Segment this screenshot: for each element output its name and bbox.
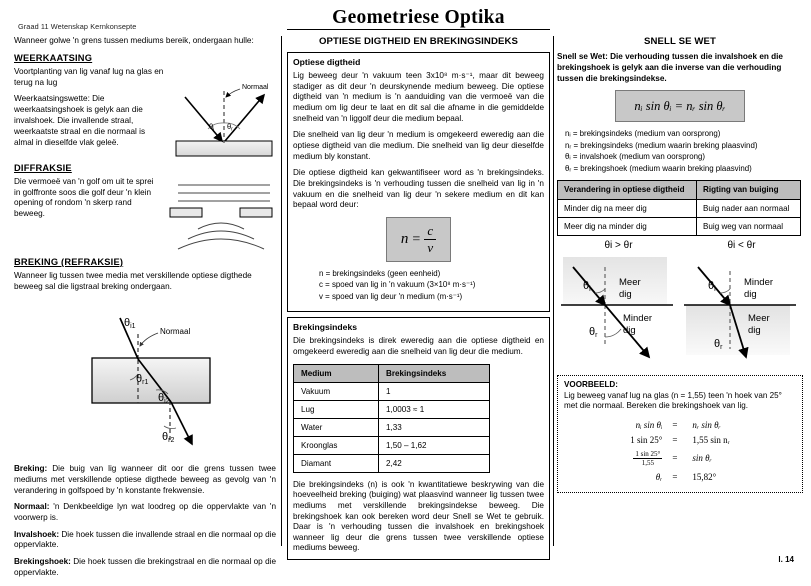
table-header-row bbox=[294, 364, 490, 382]
refraction-para-1: Wanneer lig tussen twee media met verskillende optiese digthede beweeg sal die ligstraal breking ondergaan. bbox=[14, 270, 252, 291]
refractive-index-heading: Brekingsindeks bbox=[293, 322, 357, 333]
formula-text: nᵢ sin θᵢ = nᵣ sin θᵣ bbox=[634, 99, 726, 114]
optical-density-para-3: Die optiese digtheid kan gekwantifiseer word as 'n brekingsindeks. Die brekingsindeks is 'n verhouding tussen die snelheid van lig in 'n vakuum en die snelheid van lig deur 'n sekere medium en dit kan bepaal word deur: bbox=[293, 168, 544, 210]
formula-lhs: n bbox=[400, 231, 409, 248]
cell-density-change: Meer dig na minder dig bbox=[558, 218, 697, 236]
svg-text:Normaal: Normaal bbox=[160, 327, 191, 337]
variable-item: nᵢ = brekingsindeks (medium van oorsprong) bbox=[565, 129, 721, 139]
table-row bbox=[294, 400, 490, 418]
table-row bbox=[294, 436, 490, 454]
variable-item: nᵣ = brekingsindeks (medium waarin breking plaasvind) bbox=[565, 140, 758, 150]
right-column bbox=[557, 36, 803, 493]
cell-medium: Kroonglas bbox=[294, 436, 379, 454]
variable-item: θᵣ = brekingshoek (medium waarin breking plaasvind) bbox=[565, 163, 752, 173]
definition-text: Die hoek tussen die invallende straal en die normaal op die oppervlakte. bbox=[14, 529, 276, 550]
column-header-density-change: Verandering in optiese digtheid bbox=[558, 181, 697, 200]
diagram-less-dense-medium bbox=[684, 240, 800, 369]
formula-equals: = bbox=[412, 232, 421, 248]
bending-direction-table bbox=[557, 180, 801, 236]
definition-term: Brekingshoek: bbox=[14, 557, 71, 567]
svg-text:θr2: θr2 bbox=[162, 431, 175, 445]
definition-term: Invalshoek: bbox=[14, 529, 60, 539]
svg-text:θi2: θi2 bbox=[158, 392, 170, 406]
reflection-diagram bbox=[168, 67, 276, 159]
formula-denominator: v bbox=[427, 239, 434, 255]
snells-variable-list bbox=[565, 128, 803, 174]
step-lhs-fraction bbox=[625, 448, 667, 470]
refraction-definitions bbox=[14, 464, 276, 578]
snells-law-statement: Snell se Wet: Die verhouding tussen die invalshoek en die brekingshoek is gelyk aan die inverse van die verhouding tussen die brekingsindekse. bbox=[557, 52, 783, 83]
angle-label-incident: $\theta_i$ bbox=[209, 121, 215, 133]
definition-term: Normaal: bbox=[14, 502, 50, 512]
formula-box bbox=[386, 217, 451, 262]
reflection-para-1: Voortplanting van lig vanaf lug na glas en terug na lug bbox=[14, 66, 164, 87]
variable-item: v = spoed van lig deur 'n medium (m·s⁻¹) bbox=[319, 291, 463, 301]
step-lhs: θᵣ bbox=[655, 471, 663, 482]
section-heading-refraction: BREKING (REFRAKSIE) bbox=[14, 256, 124, 267]
fraction-numerator: 1 sin 25° bbox=[635, 449, 661, 458]
formula-box bbox=[615, 90, 744, 122]
angle-label-refracted: θr bbox=[713, 338, 722, 352]
middle-subheading: OPTIESE DIGTHEID EN BREKINGSINDEKS bbox=[318, 36, 519, 47]
table-row bbox=[558, 218, 801, 236]
step-equals: = bbox=[672, 435, 678, 446]
cell-medium: Water bbox=[294, 418, 379, 436]
definition-term: Breking: bbox=[14, 464, 48, 474]
cell-medium: Diamant bbox=[294, 454, 379, 472]
table-header-row bbox=[558, 181, 801, 200]
column-divider-right bbox=[553, 36, 554, 546]
step-lhs: nᵢ sin θᵢ bbox=[635, 420, 663, 431]
definition-item bbox=[14, 464, 276, 496]
diagram-caption: θi > θr bbox=[604, 240, 633, 252]
math-step bbox=[625, 434, 735, 449]
svg-text:dig: dig bbox=[618, 289, 632, 301]
optical-density-para-2: Die snelheid van lig deur 'n medium is omgekeerd eweredig aan die optiese digtheid van die medium. Die snelheid van lig deur dieselfde medium bly konstant. bbox=[293, 130, 544, 161]
definition-text: Die hoek tussen die brekingstraal en die normaal op die oppervlakte. bbox=[14, 557, 276, 577]
cell-medium: Lug bbox=[294, 400, 379, 418]
table-row bbox=[294, 454, 490, 472]
svg-text:θr1: θr1 bbox=[136, 373, 149, 387]
table-row bbox=[294, 418, 490, 436]
variable-item: n = brekingsindeks (geen eenheid) bbox=[319, 268, 441, 278]
example-problem: Lig beweeg vanaf lug na glas (n = 1,55) teen 'n hoek van 25° met die normaal. Bereken die brekingshoek van lig. bbox=[564, 390, 782, 411]
optical-density-heading: Optiese digtheid bbox=[293, 57, 361, 67]
cell-index: 1 bbox=[379, 382, 490, 400]
svg-text:dig: dig bbox=[747, 325, 761, 337]
svg-text:θi1: θi1 bbox=[124, 317, 136, 331]
step-rhs: sin θᵣ bbox=[692, 453, 712, 464]
page-title bbox=[287, 8, 550, 30]
table-row bbox=[294, 382, 490, 400]
svg-text:Normaal: Normaal bbox=[242, 83, 269, 91]
refraction-diagram bbox=[14, 298, 276, 458]
math-step bbox=[625, 448, 735, 470]
page-footer: l. 14 bbox=[778, 555, 794, 564]
math-step bbox=[625, 470, 735, 485]
svg-text:dig: dig bbox=[622, 325, 636, 337]
worked-example-box bbox=[557, 375, 803, 492]
medium-label-lower: Minder bbox=[622, 313, 652, 325]
step-lhs: 1 sin 25° bbox=[630, 435, 663, 446]
column-header-medium: Medium bbox=[294, 364, 379, 382]
definition-item bbox=[14, 557, 276, 578]
cell-bend-direction: Buig nader aan normaal bbox=[697, 200, 801, 218]
column-header-index: Brekingsindeks bbox=[379, 364, 490, 382]
medium-label-upper: Minder bbox=[743, 277, 773, 289]
math-step bbox=[625, 419, 735, 434]
section-heading-reflection: WEERKAATSING bbox=[14, 52, 93, 63]
comparison-diagrams bbox=[557, 240, 803, 369]
definition-item bbox=[14, 530, 276, 551]
reflection-para-2: Weerkaatsingswette: Die weerkaatsingshoek is gelyk aan die invalshoek. Die invallende straal, weerkaatste straal en die normaal is almal in dieselfde vlak geleë. bbox=[14, 94, 146, 147]
snells-law-formula bbox=[557, 90, 803, 122]
cell-index: 1,33 bbox=[379, 418, 490, 436]
diffraction-para-1: Die vermoeë van 'n golf om uit te sprei in golffronte soos die golf deur 'n klein opening of rondom 'n skerp rand beweeg. bbox=[14, 176, 154, 219]
refractive-index-section bbox=[287, 317, 550, 560]
angle-label-incident: θi bbox=[707, 280, 716, 294]
fraction-denominator: 1,55 bbox=[641, 458, 654, 467]
section-heading-diffraction: DIFFRAKSIE bbox=[14, 162, 72, 173]
angle-label-incident: θi bbox=[582, 280, 591, 294]
cell-medium: Vakuum bbox=[294, 382, 379, 400]
table-row bbox=[558, 200, 801, 218]
diffraction-diagram bbox=[166, 177, 276, 255]
masthead: Graad 11 Wetenskap Kernkonsepte bbox=[18, 22, 137, 31]
cell-index: 2,42 bbox=[379, 454, 490, 472]
refractive-index-para-1: Die brekingsindeks is direk eweredig aan die optiese digtheid en omgekeerd eweredig aan die snelheid van lig deur die medium. bbox=[293, 336, 544, 356]
refractive-index-para-2: Die brekingsindeks (n) is ook 'n kwantitatiewe beskrywing van die hoeveelheid breking (buiging) wat plaasvind wanneer lig tussen twee mediums met verskillende brekingsindekse beweeg. Die brekingshoek kan ook bereken word deur Snell se Wet te gebruik. Daar is 'n verhouding tussen die invalshoek en brekingshoek wanneer lig deur die grens tussen twee verskillende optiese mediums beweeg. bbox=[293, 479, 544, 553]
angle-label-refracted: θr bbox=[588, 326, 597, 340]
medium-label-lower: Meer bbox=[747, 313, 770, 325]
optical-density-para-1: Lig beweeg deur 'n vakuum teen 3x10⁸ m·s⁻¹, maar dit beweeg stadiger as dit deur 'n deurskynende medium beweeg. Die optiese digtheid van 'n medium is 'n aanduiding van die vermoeë van die medium om lig deur te laat en dit sal die afname in die gemiddelde snelheid van 'n liggolf deur die medium bepaal. bbox=[293, 71, 544, 123]
example-heading: VOORBEELD: bbox=[564, 380, 618, 390]
variable-item: c = spoed van lig in 'n vakuum (3×10⁸ m·s⁻¹) bbox=[319, 280, 476, 290]
step-equals: = bbox=[672, 453, 678, 464]
variable-item: θᵢ = invalshoek (medium van oorsprong) bbox=[565, 152, 706, 162]
left-intro: Wanneer golwe 'n grens tussen mediums bereik, ondergaan hulle: bbox=[14, 36, 254, 45]
page-title-text: Geometriese Optika bbox=[332, 7, 505, 28]
diagram-denser-medium bbox=[561, 240, 677, 369]
column-divider-left bbox=[281, 36, 282, 546]
column-header-bend-direction: Rigting van buiging bbox=[697, 181, 801, 200]
refractive-index-formula bbox=[293, 217, 544, 262]
optical-density-section bbox=[287, 52, 550, 312]
cell-density-change: Minder dig na meer dig bbox=[558, 200, 697, 218]
angle-label-reflected: $\theta_r$ bbox=[227, 121, 233, 133]
svg-text:dig: dig bbox=[743, 289, 757, 301]
right-subheading: SNELL SE WET bbox=[644, 36, 716, 47]
example-working bbox=[625, 419, 735, 485]
cell-index: 1,0003 ≈ 1 bbox=[379, 400, 490, 418]
definition-text: 'n Denkbeeldige lyn wat loodreg op die oppervlakte van 'n voorwerp is. bbox=[14, 502, 276, 523]
definition-text: Die buig van lig wanneer dit oor die grens tussen twee mediums met verskillende optiese digthede beweeg as gevolg van 'n verandering in golfspoed by 'n konstante frekwensie. bbox=[14, 464, 276, 495]
middle-column bbox=[287, 36, 550, 565]
diagram-caption: θi < θr bbox=[727, 240, 756, 252]
refractive-index-table bbox=[293, 364, 490, 473]
step-rhs: 15,82° bbox=[692, 471, 717, 482]
cell-bend-direction: Buig weg van normaal bbox=[697, 218, 801, 236]
formula-variable-list bbox=[319, 268, 544, 302]
formula-numerator: c bbox=[424, 223, 436, 240]
step-rhs: nᵣ sin θᵣ bbox=[692, 420, 721, 431]
medium-label-upper: Meer bbox=[618, 277, 641, 289]
definition-item bbox=[14, 502, 276, 523]
left-column bbox=[14, 36, 276, 584]
cell-index: 1,50 – 1,62 bbox=[379, 436, 490, 454]
step-equals: = bbox=[672, 420, 678, 431]
step-equals: = bbox=[672, 471, 678, 482]
step-rhs: 1,55 sin nᵣ bbox=[692, 435, 730, 446]
